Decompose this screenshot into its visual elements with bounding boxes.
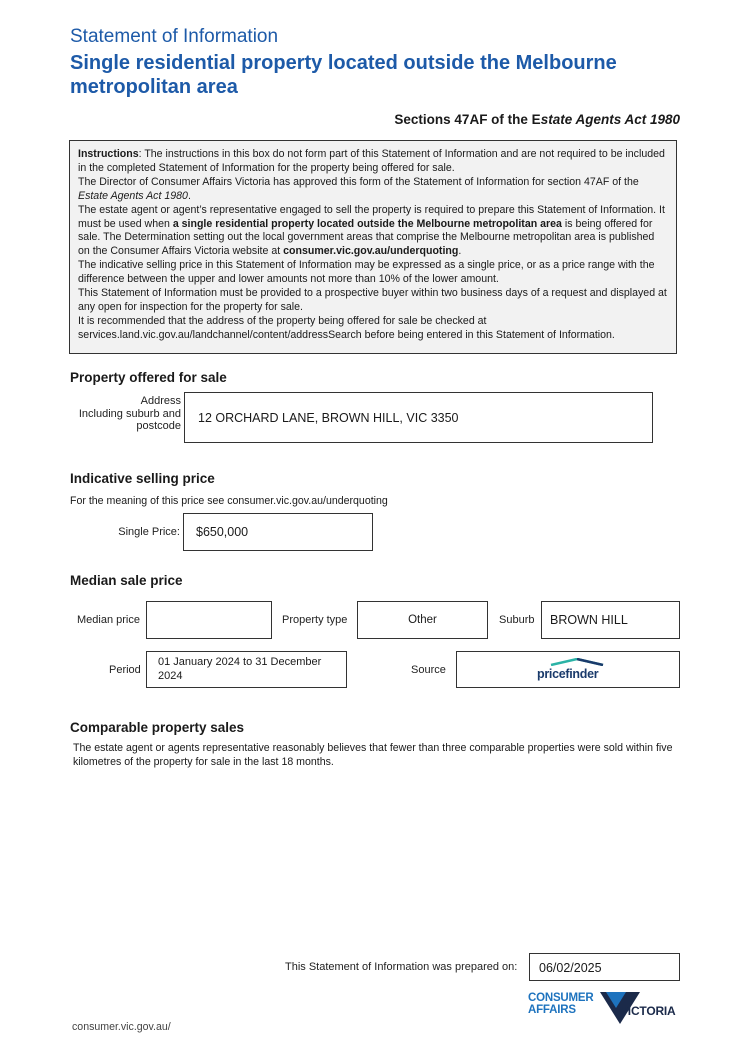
- property-type-label: Property type: [282, 614, 348, 626]
- period-field[interactable]: 01 January 2024 to 31 December 2024: [146, 651, 347, 688]
- suburb-label: Suburb: [499, 614, 535, 626]
- instructions-label: Instructions: [78, 148, 139, 160]
- cav-logo-line3: VICTORIA: [620, 1004, 676, 1018]
- address-label-line2: Including suburb and: [78, 407, 181, 420]
- median-price-label: Median price: [77, 614, 140, 626]
- pricefinder-logo: [537, 659, 598, 681]
- instructions-p1: : The instructions in this box do not form part of this Statement of Information and are not required to be included in the completed Statement of Information for the property being offered for sale.: [78, 148, 665, 174]
- source-field: [456, 651, 680, 688]
- instructions-p2-end: .: [187, 189, 191, 202]
- address-field[interactable]: 12 ORCHARD LANE, BROWN HILL, VIC 3350: [184, 392, 653, 443]
- median-heading: Median sale price: [70, 573, 183, 588]
- cav-logo-line1: CONSUMER: [528, 992, 594, 1004]
- instructions-p3-cont: is being offered for sale. The Determination setting out the local government areas that comprise the Melbourne metropolitan area is published on the Consumer Affairs Victoria website at: [78, 217, 655, 258]
- property-heading: Property offered for sale: [70, 370, 227, 385]
- median-price-field[interactable]: [146, 601, 272, 639]
- prepared-label: This Statement of Information was prepared on:: [285, 961, 518, 973]
- comparable-text: The estate agent or agents representative reasonably believes that fewer than three comparable properties were sold within five kilometres of the property for sale in the last 18 months.: [73, 742, 673, 768]
- cav-logo-line2: AFFAIRS: [528, 1004, 576, 1016]
- address-label: [60, 395, 181, 433]
- pricefinder-wordmark: pricefinder: [537, 667, 599, 681]
- underquoting-note: For the meaning of this price see consumer.vic.gov.au/underquoting: [70, 495, 388, 507]
- prepared-date-field[interactable]: 06/02/2025: [529, 953, 680, 981]
- underquoting-link[interactable]: consumer.vic.gov.au/underquoting: [283, 245, 459, 258]
- consumer-affairs-victoria-logo: [528, 990, 684, 1026]
- pricefinder-roof-icon: [547, 658, 607, 666]
- document-title: Statement of Information: [70, 26, 279, 47]
- legislation-act: state Agents Act 1980: [540, 112, 680, 127]
- single-price-label: Single Price:: [118, 526, 180, 538]
- instructions-p4: The indicative selling price in this Statement of Information may be expressed as a single price, or as a price range with the difference between the upper and lower amounts not more than 10% of the lower amount.: [78, 259, 655, 286]
- footer-url[interactable]: consumer.vic.gov.au/: [72, 1021, 171, 1033]
- instructions-act: Estate Agents Act 1980: [78, 189, 188, 202]
- indicative-heading: Indicative selling price: [70, 471, 215, 486]
- instructions-box: [69, 140, 677, 354]
- address-label-line3: postcode: [136, 420, 181, 432]
- source-label: Source: [411, 664, 446, 676]
- instructions-p3-end: .: [458, 245, 462, 258]
- address-label-line1: Address: [140, 395, 181, 407]
- instructions-p5: This Statement of Information must be provided to a prospective buyer within two business days of a request and displayed at any open for inspection for the property for sale.: [78, 287, 667, 313]
- legislation-prefix: Sections 47AF of the E: [394, 112, 541, 127]
- suburb-field[interactable]: BROWN HILL: [541, 601, 680, 639]
- comparable-heading: Comparable property sales: [70, 720, 245, 735]
- instructions-p3-bold: a single residential property located outside the Melbourne metropolitan area: [172, 217, 562, 230]
- document-subtitle: Single residential property located outside the Melbourne metropolitan area: [70, 52, 617, 98]
- instructions-p2: The Director of Consumer Affairs Victoria has approved this form of the Statement of Information for section 47AF of the: [78, 175, 639, 188]
- instructions-p3: The estate agent or agent’s representative engaged to sell the property is required to prepare this Statement of Information. It must be used when: [78, 203, 665, 230]
- property-type-field[interactable]: Other: [357, 601, 488, 639]
- period-label: Period: [109, 664, 141, 676]
- single-price-field[interactable]: $650,000: [183, 513, 373, 551]
- instructions-p6: It is recommended that the address of the property being offered for sale be checked at services.land.vic.gov.au/landchannel/content/addressSearch before being entered in this Statement of Information.: [78, 314, 615, 341]
- legislation-reference: [394, 112, 680, 127]
